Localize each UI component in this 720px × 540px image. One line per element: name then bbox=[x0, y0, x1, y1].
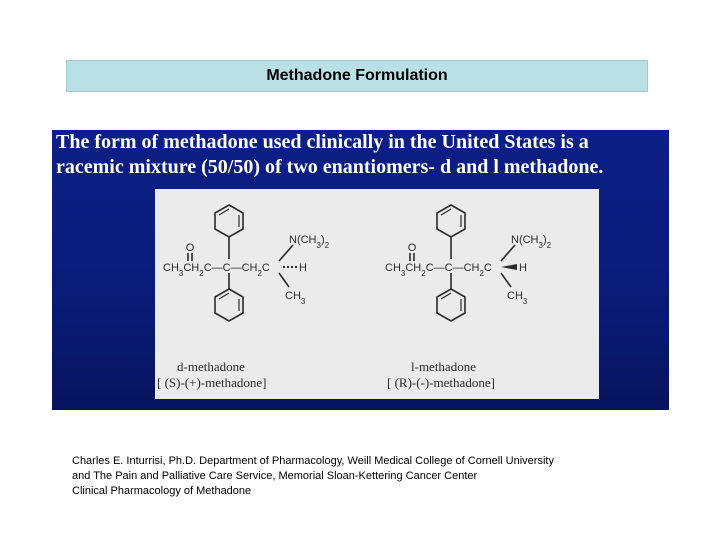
l-amine-label: $N(CH_3)_2$ bbox=[511, 234, 552, 250]
footer-line-2: and The Pain and Palliative Care Service, Memorial Sloan-Kettering Cancer Center bbox=[72, 470, 478, 482]
slide-image bbox=[52, 130, 669, 410]
d-bond-to-methyl bbox=[279, 273, 289, 287]
slide-heading bbox=[56, 130, 668, 180]
d-methadone-name: d-methadone bbox=[177, 359, 245, 374]
l-methadone-name: l-methadone bbox=[411, 359, 476, 374]
footer-line-1: Charles E. Inturrisi, Ph.D. Department of Pharmacology, Weill Medical College of Cornell University bbox=[72, 455, 554, 467]
l-bond-to-methyl bbox=[501, 273, 511, 287]
structures-drawing bbox=[155, 189, 599, 399]
slide-heading-line-2: racemic mixture (50/50) of two enantiomers- d and l methadone. bbox=[56, 156, 604, 178]
l-methyl-label: $CH_3$ bbox=[507, 290, 528, 306]
structures-panel bbox=[155, 189, 599, 399]
page-title: Methadone Formulation bbox=[266, 67, 448, 84]
footer-line-3: Clinical Pharmacology of Methadone bbox=[72, 485, 252, 497]
d-methyl-label: $CH_3$ bbox=[285, 290, 306, 306]
d-methadone-stereo: [ (S)-(+)-methadone] bbox=[157, 375, 267, 390]
d-carbonyl-oxygen: O bbox=[185, 242, 195, 254]
l-main-chain-label: $CH_3CH_2C—C—CH_2C$ bbox=[385, 262, 492, 278]
l-carbonyl-oxygen: O bbox=[407, 242, 417, 254]
d-main-chain-label: $CH_3CH_2C—C—CH_2C$ bbox=[163, 262, 270, 278]
d-amine-label: $N(CH_3)_2$ bbox=[289, 234, 330, 250]
footer-credits bbox=[72, 454, 672, 499]
slide-heading-line-1: The form of methadone used clinically in the United States is a bbox=[56, 131, 589, 153]
d-bond-to-amine bbox=[279, 245, 293, 261]
l-hydrogen-label: H bbox=[519, 262, 527, 274]
d-hydrogen-label: H bbox=[299, 262, 307, 274]
l-methadone-stereo: [ (R)-(-)-methadone] bbox=[387, 375, 495, 390]
title-bar bbox=[66, 60, 648, 92]
l-bond-to-amine bbox=[501, 245, 515, 261]
l-wedge-bond-to-h bbox=[501, 264, 517, 270]
